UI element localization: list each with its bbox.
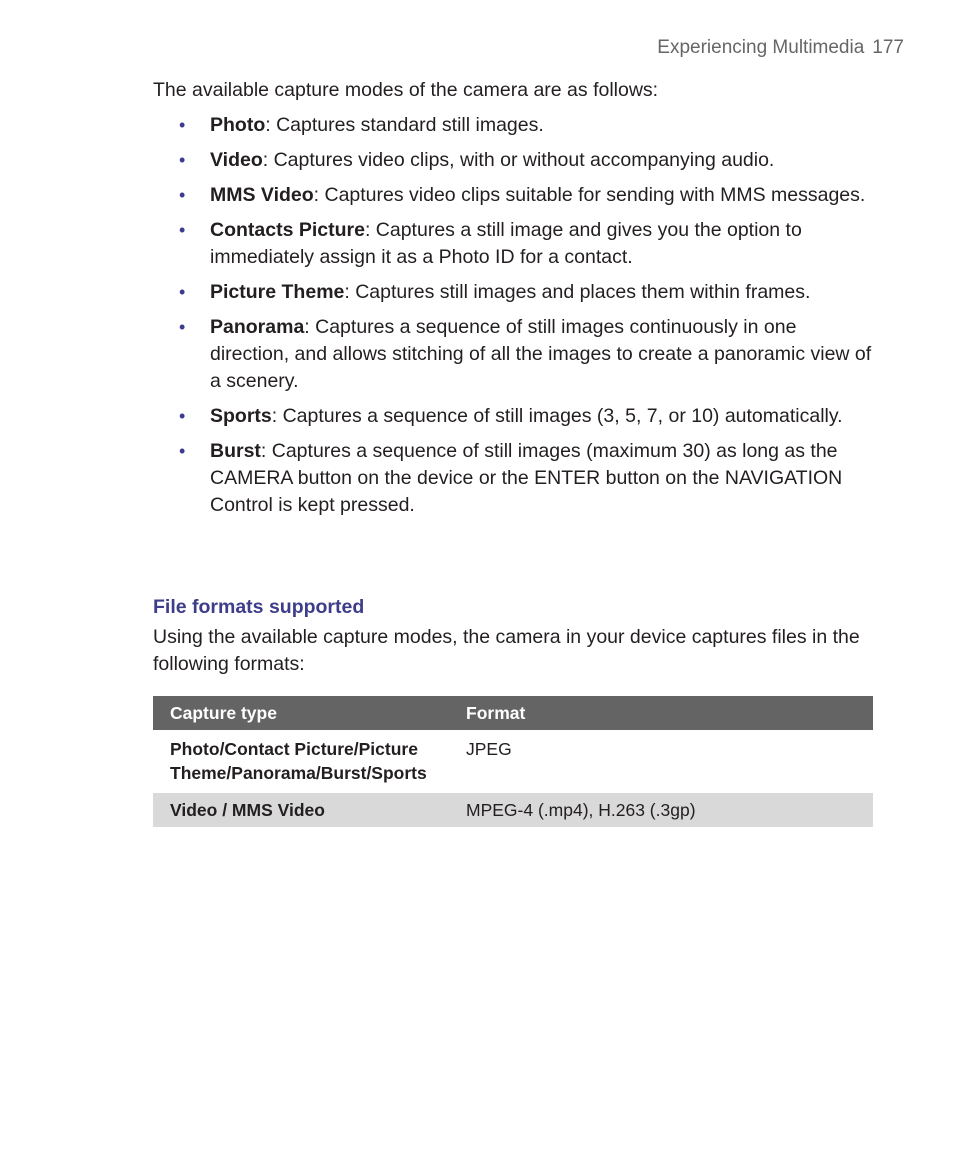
list-item: [153, 217, 873, 271]
list-item: [153, 314, 873, 395]
list-item: [153, 112, 873, 139]
list-item: [153, 438, 873, 519]
list-item: [153, 403, 873, 430]
bullet-icon: •: [179, 441, 186, 461]
mode-desc: : Captures still images and places them within frames.: [344, 281, 811, 303]
section-name: Experiencing Multimedia: [657, 37, 865, 58]
cell-capture-type: Video / MMS Video: [170, 799, 325, 820]
mode-desc: : Captures a sequence of still images continuously in one direction, and allows stitching of all the images to create a panoramic view of a scenery.: [210, 316, 872, 392]
section-paragraph: Using the available capture modes, the camera in your device captures files in the following formats:: [153, 626, 860, 675]
capture-modes-list: [153, 112, 873, 527]
bullet-icon: •: [179, 220, 186, 240]
mode-desc: : Captures video clips, with or without accompanying audio.: [262, 149, 775, 171]
mode-term: MMS Video: [210, 184, 314, 206]
table-header-row: [153, 696, 873, 730]
mode-term: Sports: [210, 405, 272, 427]
table-row: [153, 730, 873, 793]
cell-capture-type: Photo/Contact Picture/Picture Theme/Panorama/Burst/Sports: [170, 739, 427, 783]
mode-term: Contacts Picture: [210, 219, 365, 241]
mode-term: Picture Theme: [210, 281, 345, 303]
mode-desc: : Captures video clips suitable for sending with MMS messages.: [313, 184, 866, 206]
mode-term: Photo: [210, 114, 266, 136]
list-item: [153, 182, 873, 209]
bullet-icon: •: [179, 150, 186, 170]
cell-format: MPEG-4 (.mp4), H.263 (.3gp): [466, 799, 696, 820]
page-number: 177: [872, 37, 904, 58]
header-capture-type: Capture type: [170, 702, 277, 723]
mode-desc: : Captures a sequence of still images (maximum 30) as long as the CAMERA button on the device or the ENTER button on the NAVIGATION Control is kept pressed.: [210, 440, 843, 516]
bullet-icon: •: [179, 185, 186, 205]
list-item: [153, 147, 873, 174]
bullet-icon: •: [179, 406, 186, 426]
section-heading: File formats supported: [153, 596, 365, 618]
table-row: [153, 793, 873, 827]
intro-text: The available capture modes of the camera are as follows:: [153, 79, 659, 101]
mode-desc: : Captures a sequence of still images (3, 5, 7, or 10) automatically.: [271, 405, 843, 427]
formats-table: [153, 696, 873, 827]
bullet-icon: •: [179, 115, 186, 135]
mode-desc: : Captures a still image and gives you the option to immediately assign it as a Photo ID for a contact.: [210, 219, 802, 268]
list-item: [153, 279, 873, 306]
mode-term: Video: [210, 149, 263, 171]
header-format: Format: [466, 702, 526, 723]
bullet-icon: •: [179, 317, 186, 337]
mode-term: Panorama: [210, 316, 305, 338]
page-header: [657, 37, 904, 59]
cell-format: JPEG: [466, 739, 512, 759]
mode-term: Burst: [210, 440, 261, 462]
bullet-icon: •: [179, 282, 186, 302]
mode-desc: : Captures standard still images.: [265, 114, 544, 136]
